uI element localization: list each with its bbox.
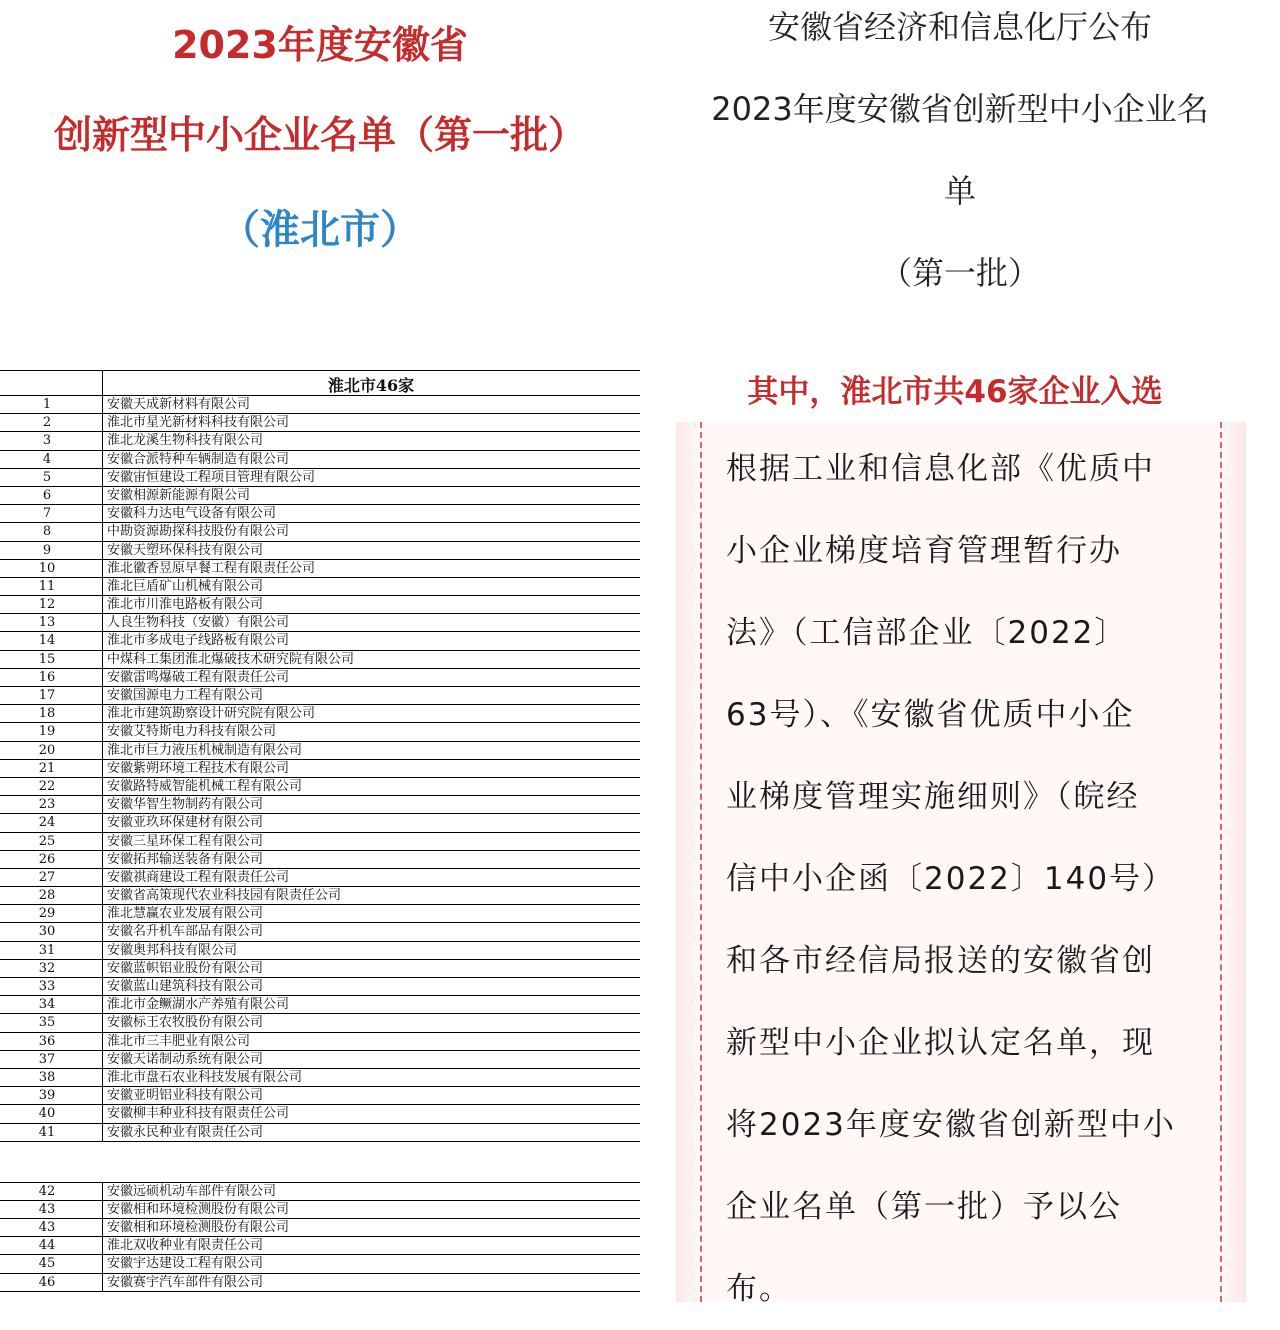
table-row [0,923,640,941]
table-row [0,796,640,814]
table-row [0,887,640,905]
company-name: 安徽科力达电气设备有限公司 [107,506,277,522]
table-row [0,705,640,723]
company-name: 安徽蓝山建筑科技有限公司 [107,979,264,994]
right-title-line1: 安徽省经济和信息化厅公布 [767,8,1152,46]
company-name: 安徽赛宇汽车部件有限公司 [107,1274,264,1290]
table-row [0,1183,640,1201]
row-number: 30 [0,923,103,940]
row-number: 4 [0,451,103,468]
table-row [0,542,640,560]
table-header [0,370,640,396]
table-row [0,1105,640,1123]
row-number: 43 [0,1219,103,1236]
row-number: 46 [0,1274,103,1291]
row-number: 17 [0,687,103,704]
row-number: 19 [0,723,103,740]
table-header-title: 淮北市46家 [327,376,415,395]
row-number: 40 [0,1105,103,1122]
company-name: 淮北市星光新材料科技有限公司 [107,415,290,431]
company-name: 安徽祺商建设工程有限责任公司 [107,869,290,885]
table-row [0,833,640,851]
company-list-table [0,370,640,1292]
company-name: 安徽柳丰种业科技有限责任公司 [107,1106,290,1122]
company-name: 安徽天塑环保科技有限公司 [107,542,264,558]
company-name: 安徽名升机车部品有限公司 [107,924,264,940]
company-name: 淮北市多成电子线路板有限公司 [107,633,290,649]
row-number: 31 [0,942,103,959]
notice-text: 根据工业和信息化部《优质中 小企业梯度培育管理暂行办 法》（工信部企业〔2022〕 63号）、《安徽省优质中小企 业梯度管理实施细则》（皖经 信中小企函〔2022〕140号） 和各市经信局报送的安徽省创 新型中小企业拟认定名单，现 将2023年度安徽省创新型中小 企业名单（第一批）予以公 布。 [726,451,1176,1307]
table-row [0,851,640,869]
row-number: 44 [0,1237,103,1254]
company-name: 安徽奥邦科技有限公司 [107,942,238,958]
row-number: 6 [0,487,103,504]
company-name: 安徽路特威智能机械工程有限公司 [107,778,303,794]
company-name: 安徽蓝帜铝业股份有限公司 [107,960,264,976]
table-row [0,1033,640,1051]
row-number: 1 [0,396,103,413]
company-name: 淮北徽香昱原早餐工程有限责任公司 [107,560,316,576]
table-row [0,1237,640,1255]
table-row [0,960,640,978]
right-title-line2: 2023年度安徽省创新型中小企业名 [711,90,1209,128]
row-number: 38 [0,1069,103,1086]
table-row [0,942,640,960]
row-number: 39 [0,1087,103,1104]
row-number: 13 [0,614,103,631]
row-number: 25 [0,833,103,850]
table-row [0,1069,640,1087]
table-row [0,596,640,614]
row-number: 27 [0,869,103,886]
row-number: 45 [0,1255,103,1272]
company-name: 安徽宇达建设工程有限公司 [107,1256,264,1272]
table-row [0,669,640,687]
company-name: 人良生物科技（安徽）有限公司 [107,615,290,631]
company-name: 安徽合派特种车辆制造有限公司 [107,451,290,467]
table-row [0,996,640,1014]
table-row [0,1201,640,1219]
table-row [0,1087,640,1105]
highlight-text: 其中，淮北市共46家企业入选 [747,374,1163,410]
row-number: 36 [0,1033,103,1050]
table-row [0,760,640,778]
company-name: 淮北慧赢农业发展有限公司 [107,906,264,922]
company-name: 安徽亚玖环保建材有限公司 [107,815,264,831]
row-number: 18 [0,705,103,722]
company-name: 淮北巨盾矿山机械有限公司 [107,578,264,594]
table-row [0,451,640,469]
row-number: 41 [0,1124,103,1141]
table-row [0,723,640,741]
table-row [0,1274,640,1292]
row-number: 23 [0,796,103,813]
company-name: 安徽标王农牧股份有限公司 [107,1015,264,1031]
company-name: 安徽天成新材料有限公司 [107,397,251,412]
company-name: 安徽天诺制动系统有限公司 [107,1051,264,1067]
row-number: 9 [0,542,103,559]
company-name: 安徽省高策现代农业科技园有限责任公司 [107,888,342,904]
company-name: 安徽相和环境检测股份有限公司 [107,1220,290,1236]
company-name: 淮北市巨力液压机械制造有限公司 [107,742,303,758]
table-rows-part1 [0,396,640,1142]
company-name: 淮北市金鳜湖水产养殖有限公司 [107,997,290,1013]
left-title-city: （淮北市） [220,207,420,253]
company-name: 安徽雷鸣爆破工程有限责任公司 [107,669,290,685]
company-name: 安徽三星环保工程有限公司 [107,833,264,849]
row-number: 7 [0,505,103,522]
right-title-line3: 单 [943,172,976,210]
row-number: 42 [0,1183,103,1200]
row-number: 8 [0,523,103,540]
table-row [0,869,640,887]
table-row [0,578,640,596]
table-row [0,742,640,760]
table-row [0,905,640,923]
company-name: 淮北市盘石农业科技发展有限公司 [107,1069,303,1085]
table-row [0,651,640,669]
row-number: 33 [0,978,103,995]
table-row [0,687,640,705]
table-row [0,487,640,505]
table-row [0,1014,640,1032]
table-row [0,469,640,487]
row-number: 2 [0,414,103,431]
company-name: 安徽亚明铝业科技有限公司 [107,1088,264,1104]
row-number: 14 [0,632,103,649]
table-row [0,632,640,650]
table-row [0,1124,640,1142]
table-row [0,560,640,578]
company-name: 安徽相源新能源有限公司 [107,487,251,503]
table-row [0,1255,640,1273]
table-row [0,1219,640,1237]
row-number: 43 [0,1201,103,1218]
company-name: 淮北市三丰肥业有限公司 [107,1033,251,1049]
row-number: 3 [0,432,103,449]
row-number: 12 [0,596,103,613]
row-number: 21 [0,760,103,777]
table-row [0,1051,640,1069]
row-number: 29 [0,905,103,922]
company-name: 安徽国源电力工程有限公司 [107,688,264,703]
table-row [0,432,640,450]
row-number: 37 [0,1051,103,1068]
row-number: 35 [0,1014,103,1031]
row-number: 11 [0,578,103,595]
row-number: 22 [0,778,103,795]
left-title-line2: 创新型中小企业名单（第一批） [53,113,586,157]
row-number: 28 [0,887,103,904]
company-name: 淮北双收种业有限责任公司 [107,1238,264,1254]
row-number: 15 [0,651,103,668]
right-title-batch: （第一批） [879,254,1040,292]
row-number: 32 [0,960,103,977]
row-number: 16 [0,669,103,686]
company-name: 安徽拓邦输送装备有限公司 [107,851,264,867]
company-name: 安徽宙恒建设工程项目管理有限公司 [107,469,316,485]
table-row [0,814,640,832]
page-break-gap [0,1142,640,1183]
notice-box [676,422,1246,1307]
dashed-border-right [1220,422,1222,1302]
company-name: 安徽紫朔环境工程技术有限公司 [107,760,290,776]
table-row [0,414,640,432]
row-number: 10 [0,560,103,577]
company-name: 中煤科工集团淮北爆破技术研究院有限公司 [107,651,355,667]
company-name: 中勘资源勘探科技股份有限公司 [107,524,290,540]
row-number: 34 [0,996,103,1013]
company-name: 淮北市建筑勘察设计研究院有限公司 [107,706,316,722]
row-number: 20 [0,742,103,759]
company-name: 安徽永民种业有限责任公司 [107,1124,264,1140]
dashed-border-left [700,422,702,1302]
row-number: 5 [0,469,103,486]
table-row [0,396,640,414]
company-name: 安徽相和环境检测股份有限公司 [107,1201,290,1217]
row-number: 26 [0,851,103,868]
row-number: 24 [0,814,103,831]
table-rows-part2 [0,1183,640,1292]
company-name: 淮北市川淮电路板有限公司 [107,597,264,613]
left-title-line1: 2023年度安徽省 [172,23,468,67]
company-name: 安徽艾特斯电力科技有限公司 [107,724,277,740]
table-row [0,523,640,541]
table-row [0,778,640,796]
table-row [0,505,640,523]
company-name: 安徽华智生物制药有限公司 [107,797,264,813]
table-row [0,978,640,996]
table-row [0,614,640,632]
company-name: 安徽远硕机动车部件有限公司 [107,1183,277,1199]
company-name: 淮北龙溪生物科技有限公司 [107,433,264,449]
